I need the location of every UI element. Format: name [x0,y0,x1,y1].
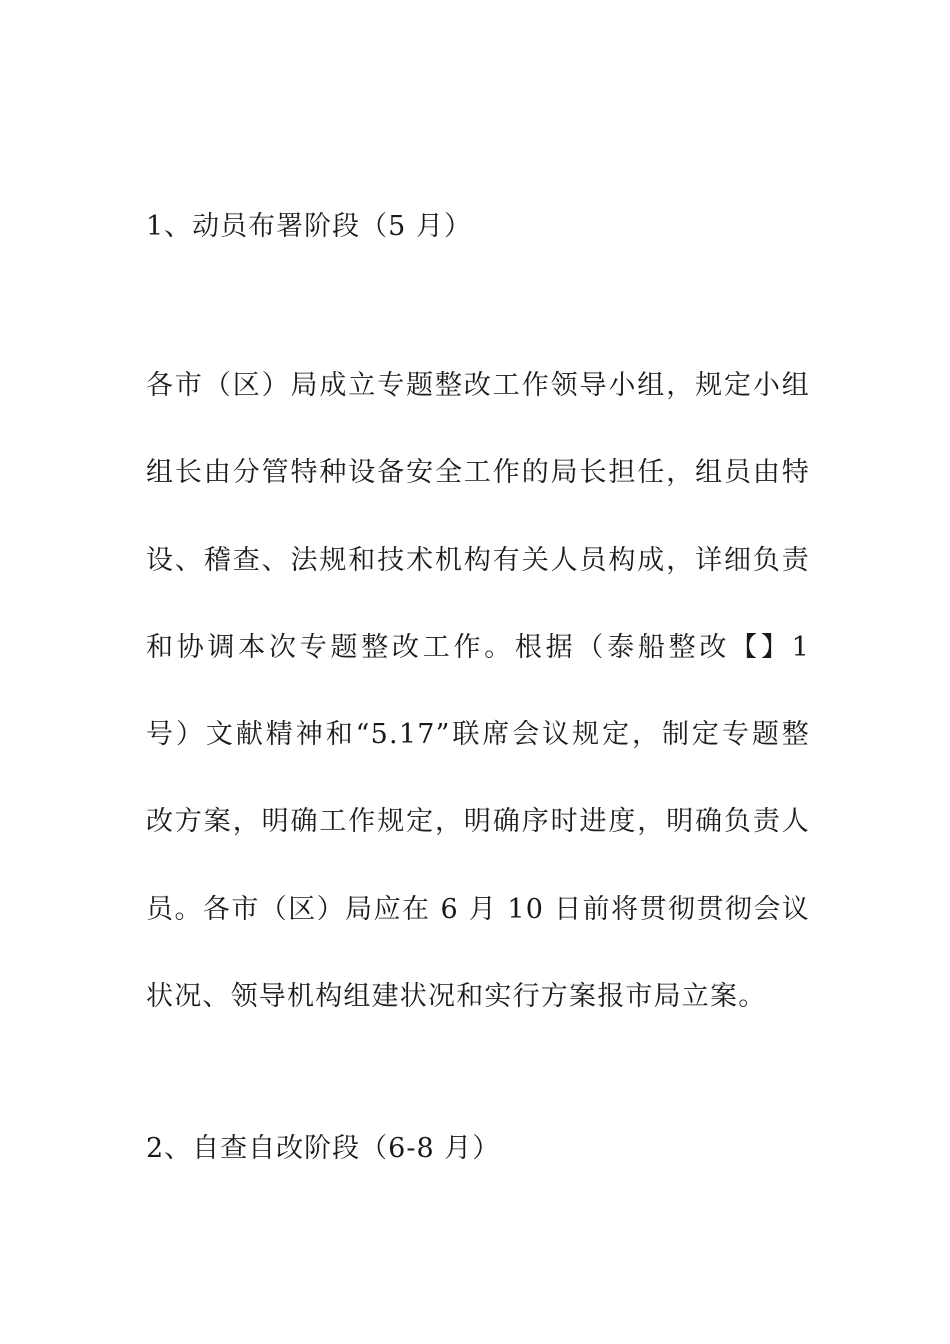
paragraph-line: 和协调本次专题整改工作。根据（泰船整改【】1 [146,631,810,663]
section-body-paragraph [146,363,810,1061]
paragraph-line: 组长由分管特种设备安全工作的局长担任，组员由特 [146,457,810,489]
section-heading-mobilization: 1、动员布署阶段（5 月） [146,211,472,242]
paragraph-line: 改方案，明确工作规定，明确序时进度，明确负责人 [146,806,810,838]
paragraph-line: 员。各市（区）局应在 6 月 10 日前将贯彻贯彻会议 [146,893,810,925]
paragraph-line: 设、稽查、法规和技术机构有关人员构成，详细负责 [146,544,810,576]
paragraph-line: 号）文献精神和“5.17”联席会议规定，制定专题整 [146,719,810,751]
section-heading-self-inspection: 2、自查自改阶段（6-8 月） [146,1133,501,1164]
paragraph-line: 各市（区）局成立专题整改工作领导小组，规定小组 [146,370,810,401]
paragraph-line: 状况、领导机构组建状况和实行方案报市局立案。 [146,981,767,1013]
